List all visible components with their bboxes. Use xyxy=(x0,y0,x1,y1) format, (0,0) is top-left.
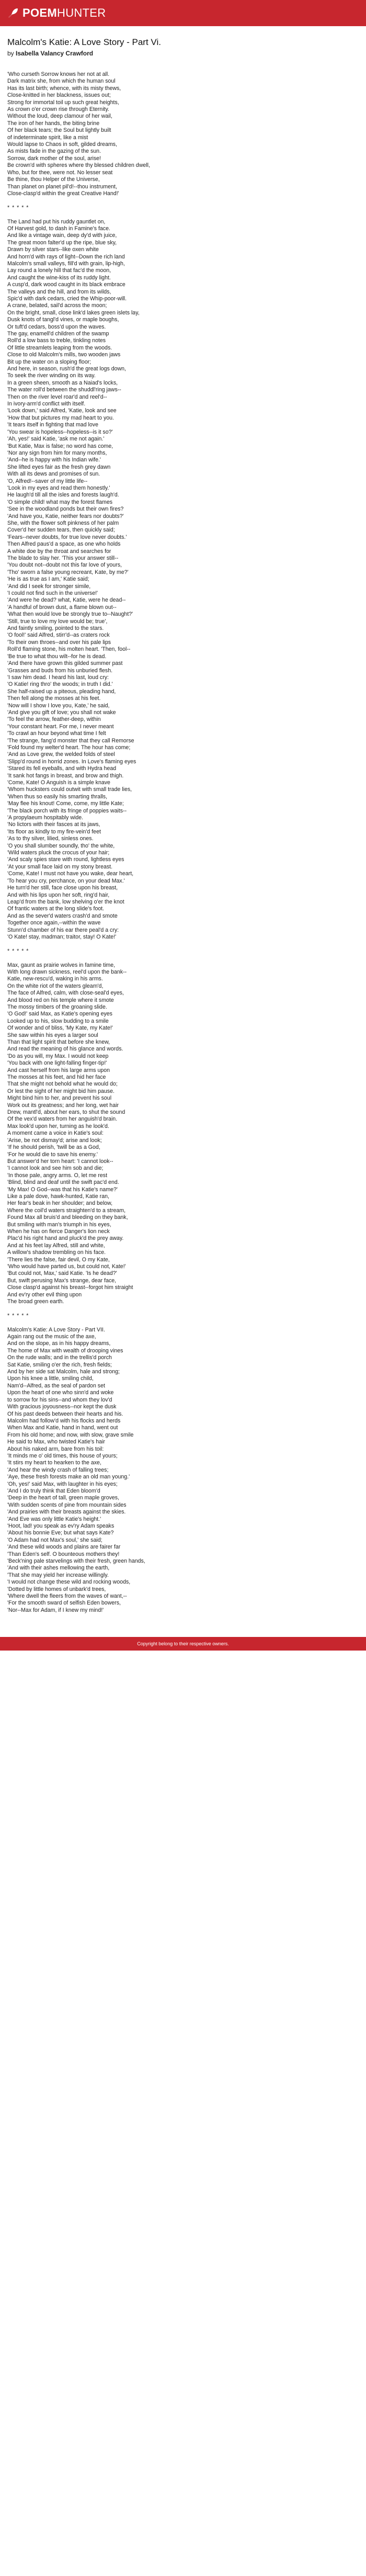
poem-line: 'A propylaeum hospitably wide. xyxy=(7,815,84,821)
logo-text xyxy=(22,6,106,20)
poem-line: On the bright, small, close link'd lakes green islets lay, xyxy=(7,309,140,316)
poem-line: A white doe by the throat and searches for xyxy=(7,548,111,555)
poem-line: Sorrow, dark mother of the soul, arise! xyxy=(7,155,101,162)
poem-line: Of the vex'd waters from her anguish'd brain. xyxy=(7,1116,118,1123)
poem-line: Who, but for thee, were not. No lesser seat xyxy=(7,169,113,176)
poem-line: 'It tears itself in fighting that mad love xyxy=(7,422,98,428)
poem-line: Has its last birth; whence, with its misty thews, xyxy=(7,85,121,92)
poem-line: 'A handful of brown dust, a flame blown out-- xyxy=(7,604,117,611)
poem-line: From his old home; and now, with slow, grave smile xyxy=(7,1431,134,1438)
poem-line: Dark matrix she, from which the human soul xyxy=(7,78,116,85)
poem-line: 'Fold found my welter'd heart. The hour has come; xyxy=(7,744,131,751)
poem-line: And caught the wine-kiss of its ruddy light. xyxy=(7,274,111,281)
poem-line: And here, in season, rush'd the great logs down, xyxy=(7,366,126,372)
poem-line: 'O Kate! stay, madman; traitor, stay! O Kate!' xyxy=(7,933,117,940)
poem-line: With all its dews and promises of sun. xyxy=(7,471,100,478)
poem-title: Malcolm's Katie: A Love Story - Part Vi. xyxy=(7,37,161,47)
poem-line: Together once again,--within the wave xyxy=(7,920,101,927)
poem-line: Where the coil'd waters straighten'd to a stream, xyxy=(7,1207,126,1214)
poem-line: 'That she may yield her increase willingly. xyxy=(7,1572,109,1578)
poem-line: On the white riot of the waters gleam'd, xyxy=(7,982,104,989)
poem-line: Of little streamlets leaping from the woods. xyxy=(7,344,112,351)
poem-line: Close to old Malcolm's mills, two wooden jaws xyxy=(7,352,121,358)
poem-line: About his naked arm, bare from his toil: xyxy=(7,1445,104,1452)
poem-line: 'Now will I show I love you, Kate,' he said, xyxy=(7,702,110,709)
poem-line: 'Come, Kate! I must not have you wake, dear heart, xyxy=(7,871,134,877)
stanza xyxy=(7,962,359,1306)
poem-line: And with his lips upon her soft, ring'd hair, xyxy=(7,891,110,898)
poem-line: 'Who curseth Sorrow knows her not at all. xyxy=(7,71,110,77)
poem-line: A crane, belated, sail'd across the moon; xyxy=(7,302,107,309)
poem-line: Be crown'd with spheres where thy blessed children dwell, xyxy=(7,162,150,169)
poem-line: Dusk knots of tangl'd vines, or maple boughs, xyxy=(7,317,119,323)
poem-line: He said to Max, who twisted Katie's hair xyxy=(7,1439,105,1445)
poem-line: Nam'd--Alfred, as the seal of pardon set xyxy=(7,1382,105,1389)
poem-line: In ivory-arm'd conflict with itself. xyxy=(7,401,86,408)
poem-line: And read the meaning of his glance and words. xyxy=(7,1046,123,1053)
poem-line: 'With sudden scents of pine from mountain sides xyxy=(7,1501,127,1508)
poem-line: Or tuft'd cedars, boss'd upon the waves. xyxy=(7,323,106,330)
poem-line: Roll'd a low bass to treble, tinkling notes xyxy=(7,337,106,344)
poem-line: 'O simple child! what may the forest flames xyxy=(7,499,113,505)
poem-line: And at his feet lay Alfred, still and white, xyxy=(7,1242,105,1249)
poem-line: 'O you shall slumber soundly, tho' the white, xyxy=(7,842,115,849)
poem-line: Cover'd her sudden tears, then quickly said; xyxy=(7,527,115,534)
poem-line: The broad green earth. xyxy=(7,1298,64,1305)
poem-line: With long drawn sickness, reel'd upon the bank-- xyxy=(7,968,127,975)
poem-line: 'Stared its fell eyeballs, and with Hydra head xyxy=(7,765,117,772)
poem-line: When Max and Katie, hand in hand, went out xyxy=(7,1425,118,1431)
poem-line: 'Aye, these fresh forests make an old man young.' xyxy=(7,1474,130,1481)
poem-line: 'And I do truly think that Eden bloom'd xyxy=(7,1487,100,1494)
poem-line: 'The black porch with its fringe of poppies waits-- xyxy=(7,807,127,814)
poem-line: The mosses at his feet, and hid her face xyxy=(7,1074,106,1081)
poem-line: 'You doubt not--doubt not this far love of yours, xyxy=(7,562,122,569)
poem-line: 'Where dwell the fleers from the waves of want,-- xyxy=(7,1593,127,1600)
poem-line: 'And--he is happy with his Indian wife.' xyxy=(7,457,101,464)
poem-line: Spic'd with dark cedars, cried the Whip-poor-will. xyxy=(7,295,127,302)
poem-line: The home of Max with wealth of drooping vines xyxy=(7,1347,123,1354)
poem-line: 'And give you gift of love; you shall not wake xyxy=(7,709,116,716)
poem-line: A willow's shadow trembling on his face. xyxy=(7,1249,106,1256)
poem-line: 'And there have grown this gilded summer past xyxy=(7,660,123,667)
poem-line: Looked up to his, slow budding to a smile xyxy=(7,1018,109,1024)
logo-text-bold: POEM xyxy=(22,6,57,19)
poem-line: 'Slipp'd round in horrid zones. In Love's flaming eyes xyxy=(7,758,136,765)
poem-line: He laugh'd till all the isles and forests laugh'd. xyxy=(7,492,119,499)
poem-line: 'My Max! O God--was that his Katie's name?' xyxy=(7,1186,118,1193)
poem-line: Katie, new-rescu'd, waking in his arms. xyxy=(7,976,103,982)
poem-line: And cast herself from his large arms upon xyxy=(7,1067,110,1074)
poem-line: Malcolm's Katie: A Love Story - Part VII. xyxy=(7,1326,105,1333)
poem-line: 'Come, Kate! O Anguish is a simple knave xyxy=(7,779,110,786)
poem-line: 'Look in my eyes and read them honestly.' xyxy=(7,484,110,491)
stanza-separator: * * * * * xyxy=(7,947,29,954)
copyright-text: Copyright belong to their respective owners. xyxy=(137,1641,229,1646)
poem-line: Be thine, thou Helper of the Universe, xyxy=(7,176,100,183)
poem-line: Of Harvest gold, to dash in Famine's face. xyxy=(7,225,110,232)
poem-line: She lifted eyes fair as the fresh grey dawn xyxy=(7,464,111,470)
poem-line: And as the sever'd waters crash'd and smote xyxy=(7,912,118,919)
poem-line: The iron of her hands, the biting brine xyxy=(7,120,100,127)
poem-line: The blade to slay her. 'This your answer still-- xyxy=(7,555,119,561)
poem-line: Found Max all bruis'd and bleeding on they bank, xyxy=(7,1214,128,1221)
poem-line: 'I could not find such in the universe!' xyxy=(7,590,98,597)
poem-line: 'Wild waters pluck the crocus of your hair; xyxy=(7,850,110,856)
poem-line: 'If he should perish, 'twill be as a God, xyxy=(7,1144,100,1151)
poem-line: 'Still, true to love my love would be; true', xyxy=(7,618,108,625)
poem-line: The Land had put his ruddy gauntlet on, xyxy=(7,218,106,225)
poem-line: 'In those pale, angry arms. O, let me rest xyxy=(7,1172,108,1179)
stanza xyxy=(7,219,359,941)
poem-line: 'O Adam had not Max's soul,' she said; xyxy=(7,1536,102,1543)
poem-line: Close clasp'd against his breast--forgot him straight xyxy=(7,1284,133,1291)
poem-line: The great moon falter'd up the ripe, blue sky, xyxy=(7,239,117,246)
poem-line: The face of Alfred, calm, with close-seal'd eyes, xyxy=(7,990,124,997)
poem-line: Of his past deeds between their hearts and his. xyxy=(7,1410,123,1417)
poem-line: 'For the smooth sward of selfish Eden bowers, xyxy=(7,1600,121,1607)
poem-line: When he has on fierce Danger's lion neck xyxy=(7,1228,110,1235)
poem-line: Than that light spirit that before she knew, xyxy=(7,1039,110,1045)
poem-line: 'And hear the windy crash of falling trees; xyxy=(7,1466,109,1473)
poem-line: 'To their own throes--and over his pale lips xyxy=(7,639,111,646)
quill-icon xyxy=(7,7,19,19)
poem-line: 'Nor any sign from him for many months, xyxy=(7,449,107,456)
poem-line: Drew, mantl'd, about her ears, to shut the sound xyxy=(7,1109,125,1116)
poem-line: In a green sheen, smooth as a Naiad's locks, xyxy=(7,379,118,386)
poem-line: 'About his bonnie Eve; but what says Kate? xyxy=(7,1530,114,1536)
poem-line: 'O, Alfred!--saver of my little life-- xyxy=(7,478,88,484)
poem-line: 'Grasses and buds from his unburied flesh. xyxy=(7,667,113,674)
poem-line: 'See in the woodland ponds but their own fires? xyxy=(7,506,124,513)
poem-line: Then fell along the mosses at his feet. xyxy=(7,695,101,702)
site-footer xyxy=(0,1637,366,1651)
poem-line: 'Deep in the heart of tall, green maple groves, xyxy=(7,1495,120,1501)
poem-line: 'Nor--Max for Adam, if I knew my mind!' xyxy=(7,1607,104,1613)
poem-author-link[interactable]: Isabella Valancy Crawford xyxy=(16,50,94,57)
poem-line: Close-knitted in her blackness, issues out; xyxy=(7,92,111,99)
poem-line: 'And with their ashes mellowing the earth, xyxy=(7,1565,110,1572)
poem-author-line xyxy=(7,49,359,58)
poem-line: 'Blind, blind and deaf until the swift pac'd end. xyxy=(7,1179,119,1186)
poem-line: And horn'd with rays of light--Down the rich land xyxy=(7,253,125,260)
poem-line: 'Beck'ning pale starvelings with their fresh, green hands, xyxy=(7,1558,145,1565)
poem-line: A moment came a voice in Katie's soul: xyxy=(7,1130,104,1137)
poem-line: And blood red on his temple where it smote xyxy=(7,997,114,1003)
poem-line: 'The strange, fang'd monster that they call Remorse xyxy=(7,737,134,744)
poem-line: Max look'd upon her, turning as he look'd. xyxy=(7,1123,109,1129)
poem-body xyxy=(7,71,359,1614)
poem-line: 'Ah, yes!' said Katie, 'ask me not again.' xyxy=(7,436,105,443)
poem-line: Of her black tears; the Soul but lightly built xyxy=(7,127,111,134)
poem-line: Bit up the water on a sloping floor; xyxy=(7,358,92,365)
poem-line: But, swift perusing Max's strange, dear face, xyxy=(7,1277,117,1284)
poem-line: Plac'd his right hand and pluck'd the prey away. xyxy=(7,1235,124,1242)
poem-line: And by her side sat Malcolm, hale and strong; xyxy=(7,1369,120,1375)
poem-line: 'But Katie, Max is false; no word has come, xyxy=(7,443,113,449)
poem-line: 'Look down,' said Alfred, 'Katie, look and see xyxy=(7,408,117,414)
poem-line: 'O God!' said Max, as Katie's opening eyes xyxy=(7,1011,112,1018)
logo-text-thin: HUNTER xyxy=(57,6,106,19)
poem-line: And on the slope, as in his happy dreams, xyxy=(7,1340,111,1347)
poem-line: Leap'd from the bank, low shelving o'er the knot xyxy=(7,898,124,905)
poem-line: 'You swear is hopeless--hopeless--is it so?' xyxy=(7,428,113,435)
poem-line: With gracious joyousness--nor kept the dusk xyxy=(7,1404,117,1410)
poem-line: As mists fade in the gazing of the sun. xyxy=(7,148,101,155)
poem-line: Roll'd flaming stone, his molten heart. 'Then, fool-- xyxy=(7,646,131,653)
poem-line: Malcolm had follow'd with his flocks and herds xyxy=(7,1417,121,1424)
poem-line: 'Who would have parted us, but could not, Kate!' xyxy=(7,1263,126,1270)
poem-line: But smiling with man's triumph in his eyes, xyxy=(7,1221,111,1228)
by-label: by xyxy=(7,50,14,57)
poem-line: 'It minds me o' old times, this house of yours; xyxy=(7,1452,118,1459)
poem-line: Without the loud, deep clamour of her wail, xyxy=(7,113,112,120)
poem-line: And like a vintage wain, deep dy'd with juice, xyxy=(7,232,117,239)
stanza xyxy=(7,71,359,197)
poem-line: 'Its floor as kindly to my fire-vein'd feet xyxy=(7,828,101,835)
poem-line: And ev'ry other evil thing upon xyxy=(7,1291,82,1298)
poem-line: 'Do as you will, my Max. I would not keep xyxy=(7,1053,109,1059)
poem-line: That she might not behold what he would do; xyxy=(7,1081,118,1088)
poem-line: As crown o'er crown rise through Eternity. xyxy=(7,106,109,113)
poem-line: The gay, enamell'd children of the swamp xyxy=(7,331,109,337)
poem-line: of indeterminate spirit, like a mist xyxy=(7,134,88,141)
poem-line: To seek the river winding on its way. xyxy=(7,372,96,379)
poem-line: 'To hear you cry, perchance, on your dead Max.' xyxy=(7,877,125,884)
poem-line: 'May flee his knout! Come, come, my little Kate; xyxy=(7,800,124,807)
poem-line: 'You back with one light-falling finger-tip!' xyxy=(7,1060,107,1067)
poem-line: She, with the flower soft pinkness of her palm xyxy=(7,519,119,526)
poem-line: 'I cannot look and see him sob and die; xyxy=(7,1165,104,1172)
site-header xyxy=(0,0,366,26)
poem-line: 'But could not, Max,' said Katie. 'Is he dead?' xyxy=(7,1270,117,1277)
poem-line: Lay round a lonely hill that fac'd the moon, xyxy=(7,267,111,274)
poem-line: 'At your small face laid on my stony breast. xyxy=(7,863,113,870)
poem-line: 'No lictors with their fasces at its jaws, xyxy=(7,821,100,828)
poem-line: 'What then would love be strongly true to--Naught?' xyxy=(7,611,133,618)
poem-line: Would lapse to Chaos in soft, gilded dreams, xyxy=(7,141,118,148)
poem-line: 'To feel the arrow, feather-deep, within xyxy=(7,716,101,723)
poem-line: Than planet on planet pil'd!--thou instrument, xyxy=(7,183,117,190)
poem-line: A cusp'd, dark wood caught in its black embrace xyxy=(7,281,125,288)
poem-line: 'And did I seek for stronger simile, xyxy=(7,583,91,590)
poem-line: Or lest the sight of her might bid him pause. xyxy=(7,1088,115,1094)
poem-line: 'And scaly spies stare with round, lightless eyes xyxy=(7,856,124,863)
poem-line: Her fear's beak in her shoulder; and below, xyxy=(7,1200,113,1207)
poem-line: She half-raised up a piteous, pleading hand, xyxy=(7,688,116,695)
poem-line: Close-clasp'd within the great Creative Hand!' xyxy=(7,190,119,197)
poem-line: 'Whom hucksters could outwit with small trade lies, xyxy=(7,786,132,793)
poem-line: But answer'd her torn heart: 'I cannot look-- xyxy=(7,1158,113,1165)
poem-line: Drawn by silver stars--like oxen white xyxy=(7,246,99,253)
poem-line: to sorrow for his sins--and whom they lov'd xyxy=(7,1396,112,1403)
poem-line: Sat Katie, smiling o'er the rich, fresh fields; xyxy=(7,1361,112,1368)
poem-line: 'For he would die to save his enemy.' xyxy=(7,1151,98,1158)
poem-line: Stunn'd chamber of his ear there peal'd a cry: xyxy=(7,927,119,933)
poem-line: The valleys and the hill, and from its wilds, xyxy=(7,288,111,295)
poem-line: 'I saw him dead. I heard his last, loud cry: xyxy=(7,674,109,681)
poem-line: 'There lies the false, fair devil, O my Kate, xyxy=(7,1256,110,1263)
poem-line: 'Hoot, lad! you speak as ev'ry Adam speaks xyxy=(7,1523,115,1529)
poem-line: On the rude walls; and in the trellis'd porch xyxy=(7,1354,112,1361)
poem-line: Malcolm's small valleys, fill'd with grain, lip-high, xyxy=(7,260,125,267)
poem-line: Then Alfred paus'd a space, as one who holds xyxy=(7,541,121,548)
poem-line: 'When thus so easily his smarting thralls, xyxy=(7,793,108,800)
poem-line: 'He is as true as I am,' Katie said; xyxy=(7,576,89,583)
poem-line: 'Dotted by little homes of unbark'd trees, xyxy=(7,1586,106,1592)
poem-line: Upon his knee a little, smiling child, xyxy=(7,1375,94,1382)
poem-line: 'It sank hot fangs in breast, and brow and thigh. xyxy=(7,772,124,779)
poem-line: The water roll'd between the shuddl'ring jaws-- xyxy=(7,387,121,393)
poem-line: Strong for immortal toil up such great heights, xyxy=(7,99,119,106)
poem-line: 'O fool!' said Alfred, stirr'd--as craters rock xyxy=(7,632,110,639)
poem-line: 'Fears--never doubts, for true love never doubts.' xyxy=(7,534,127,540)
poem-line: Work out its greatness; and her long, wet hair xyxy=(7,1102,119,1109)
poem-line: 'Oh, yes!' said Max, with laughter in his eyes; xyxy=(7,1481,118,1487)
poem-line: Upon the heart of one who sinn'd and woke xyxy=(7,1389,114,1396)
poem-line: 'And have you, Katie, neither fears nor doubts?' xyxy=(7,513,124,519)
poem-line: 'And as Love grew, the welded folds of steel xyxy=(7,751,115,758)
poem-line: 'Be true to what thou wilt--for he is dead. xyxy=(7,653,107,660)
stanza xyxy=(7,1327,359,1614)
poem-line: Max, gaunt as prairie wolves in famine time, xyxy=(7,962,116,968)
poem-line: She saw within his eyes a larger soul xyxy=(7,1032,98,1038)
poem-line: 'How that but pictures my mad heart to you. xyxy=(7,414,114,421)
poem-line: He turn'd her still, face close upon his breast, xyxy=(7,885,118,891)
stanza-separator: * * * * * xyxy=(7,204,29,211)
poem-line: Of frantic waters at the long slide's foot. xyxy=(7,906,105,912)
stanza-separator: * * * * * xyxy=(7,1312,29,1319)
poem-line: 'And were he dead? what, Katie, were he dead-- xyxy=(7,597,126,604)
poem-line: 'O Katie! ring thro' the woods; in truth I did.' xyxy=(7,681,113,688)
poem-line: Like a pale dove, hawk-hunted, Katie ran, xyxy=(7,1193,109,1200)
site-logo[interactable] xyxy=(7,6,106,20)
poem-line: And faintly smiling, pointed to the stars. xyxy=(7,625,104,632)
poem-line: 'Your constant heart. For me, I never meant xyxy=(7,723,114,730)
poem-page xyxy=(0,26,366,1637)
poem-line: Of wonder and of bliss, 'My Kate, my Kate!' xyxy=(7,1025,113,1032)
poem-line: 'And prairies with their breasts against the skies. xyxy=(7,1509,126,1516)
poem-line: Might bind him to her, and prevent his soul xyxy=(7,1095,112,1102)
poem-line: 'Arise, be not dismay'd; arise and look; xyxy=(7,1137,102,1144)
poem-line: Again rang out the music of the axe, xyxy=(7,1334,96,1340)
poem-line: 'To crawl an hour beyond what time I felt xyxy=(7,730,106,737)
poem-line: The mossy timbers of the groaning slide. xyxy=(7,1003,107,1010)
poem-line: 'I would not change these wild and rocking woods, xyxy=(7,1579,131,1586)
poem-line: 'It stirs my heart to hearken to the axe, xyxy=(7,1460,101,1466)
poem-line: 'And Eve was only little Katie's height.' xyxy=(7,1516,101,1522)
poem-line: Then on the river level roar'd and reel'd-- xyxy=(7,393,107,400)
poem-line: 'And these wild woods and plains are fairer far xyxy=(7,1544,121,1551)
poem-line: 'Than Eden's self. O bounteous mothers they! xyxy=(7,1551,120,1557)
poem-line: 'Tho' sworn a false young recreant, Kate, by me?' xyxy=(7,569,129,575)
poem-line: 'As to thy silver, lilied, sinless ones. xyxy=(7,835,94,842)
